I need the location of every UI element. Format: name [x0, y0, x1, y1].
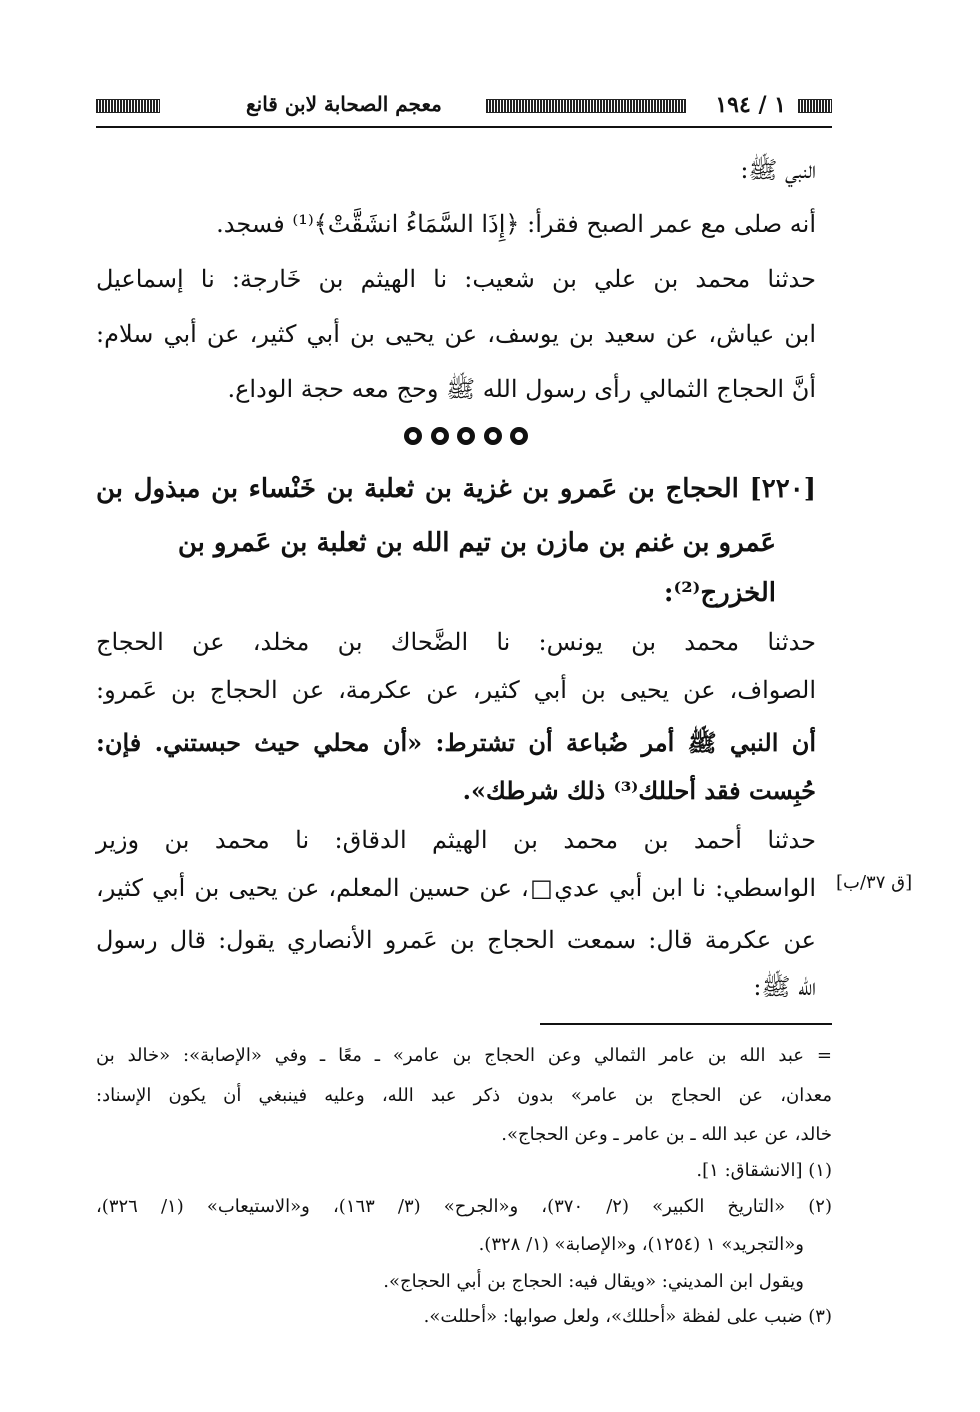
book-title: معجم الصحابة لابن قانع	[246, 92, 442, 116]
star-ornament	[457, 427, 475, 445]
footnote-line: معدان، عن الحجاج بن عامر» بدون ذكر عبد الله، وعليه فينبغي أن يكون الإسناد:	[96, 1085, 832, 1106]
footnote-line: (١) [الانشقاق: ١].	[696, 1160, 832, 1181]
manuscript-folio-note: [ق ٣٧/ب]	[836, 872, 913, 893]
text-line: أن النبي ﷺ أمر ضُباعة أن تشترط: «أن محلي حيث حبستني. فإن:	[96, 728, 816, 757]
star-ornament	[510, 427, 528, 445]
text-line: حدثنا أحمد بن محمد بن الهيثم الدقاق: نا محمد بن وزير	[96, 826, 816, 854]
body-text	[96, 0, 816, 1020]
star-ornament	[484, 427, 502, 445]
text-line: حدثنا محمد بن علي بن شعيب: نا الهيثم بن خَارجة: نا إسماعيل	[96, 265, 816, 293]
section-separator	[404, 427, 528, 447]
text-line: أنه صلى مع عمر الصبح فقرأ: ﴿إِذَا السَّمَاءُ انشَقَّتْ﴾⁽¹⁾ فسجد.	[216, 210, 816, 238]
text-line: الله ﷺ:	[753, 973, 816, 1001]
text-line: الصواف، عن يحيى بن أبي كثير، عن عكرمة، عن الحجاج بن عَمرو:	[96, 676, 816, 704]
text-line: ابن عياش، عن سعيد بن يوسف، عن يحيى بن أبي كثير، عن أبي سلام:	[96, 320, 816, 348]
text-line: الواسطي: نا ابن أبي عدي□، عن حسين المعلم، عن يحيى بن أبي كثير،	[96, 874, 816, 902]
star-ornament	[431, 427, 449, 445]
entry-heading: عَمرو بن غنم بن مازن بن تيم الله بن ثعلبة بن عَمرو بن	[177, 528, 776, 558]
footnote-line: = عبد الله بن عامر الثمالي وعن الحجاج بن عامر» ـ معًا ـ وفي «الإصابة»: «خالد بن	[96, 1045, 832, 1066]
text-line: حدثنا محمد بن يونس: نا الضَّحاك بن مخلد، عن الحجاج	[96, 628, 816, 656]
text-line: أنَّ الحجاج الثمالي رأى رسول الله ﷺ وحج معه حجة الوداع.	[227, 375, 816, 403]
star-ornament	[404, 427, 422, 445]
text-line: حُبِست فقد أحللك⁽³⁾ ذلك شرطك».	[462, 776, 816, 805]
footnote-line: ويقول ابن المديني: «ويقال فيه: الحجاج بن أبي الحجاج».	[383, 1271, 804, 1292]
text-line: عن عكرمة قال: سمعت الحجاج بن عَمرو الأنصاري يقول: قال رسول	[96, 926, 816, 954]
text-line: النبي ﷺ:	[740, 156, 816, 184]
footnote-line: و«التجريد» ١ (١٢٥٤)، و«الإصابة» (١/ ٣٢٨).	[478, 1234, 804, 1255]
footnote-line: (٣) ضبب على لفظة «أحللك»، ولعل صوابها: «أحللت».	[423, 1306, 832, 1327]
entry-heading: الخزرج⁽²⁾:	[663, 578, 776, 608]
footnote-rule	[540, 1023, 832, 1025]
page-number: ١ / ١٩٤	[715, 92, 786, 118]
entry-heading: [٢٢٠] الحجاج بن عَمرو بن غزية بن ثعلبة بن خَنْساء بن مبذول بن	[96, 474, 816, 504]
footnote-line: (٢) «التاريخ الكبير» (٢/ ٣٧٠)، و«الجرح» (٣/ ١٦٣)، و«الاستيعاب» (١/ ٣٢٦)،	[96, 1196, 832, 1217]
footnote-line: خالد، عن عبد الله ـ بن عامر ـ وعن الحجاج».	[501, 1124, 832, 1145]
